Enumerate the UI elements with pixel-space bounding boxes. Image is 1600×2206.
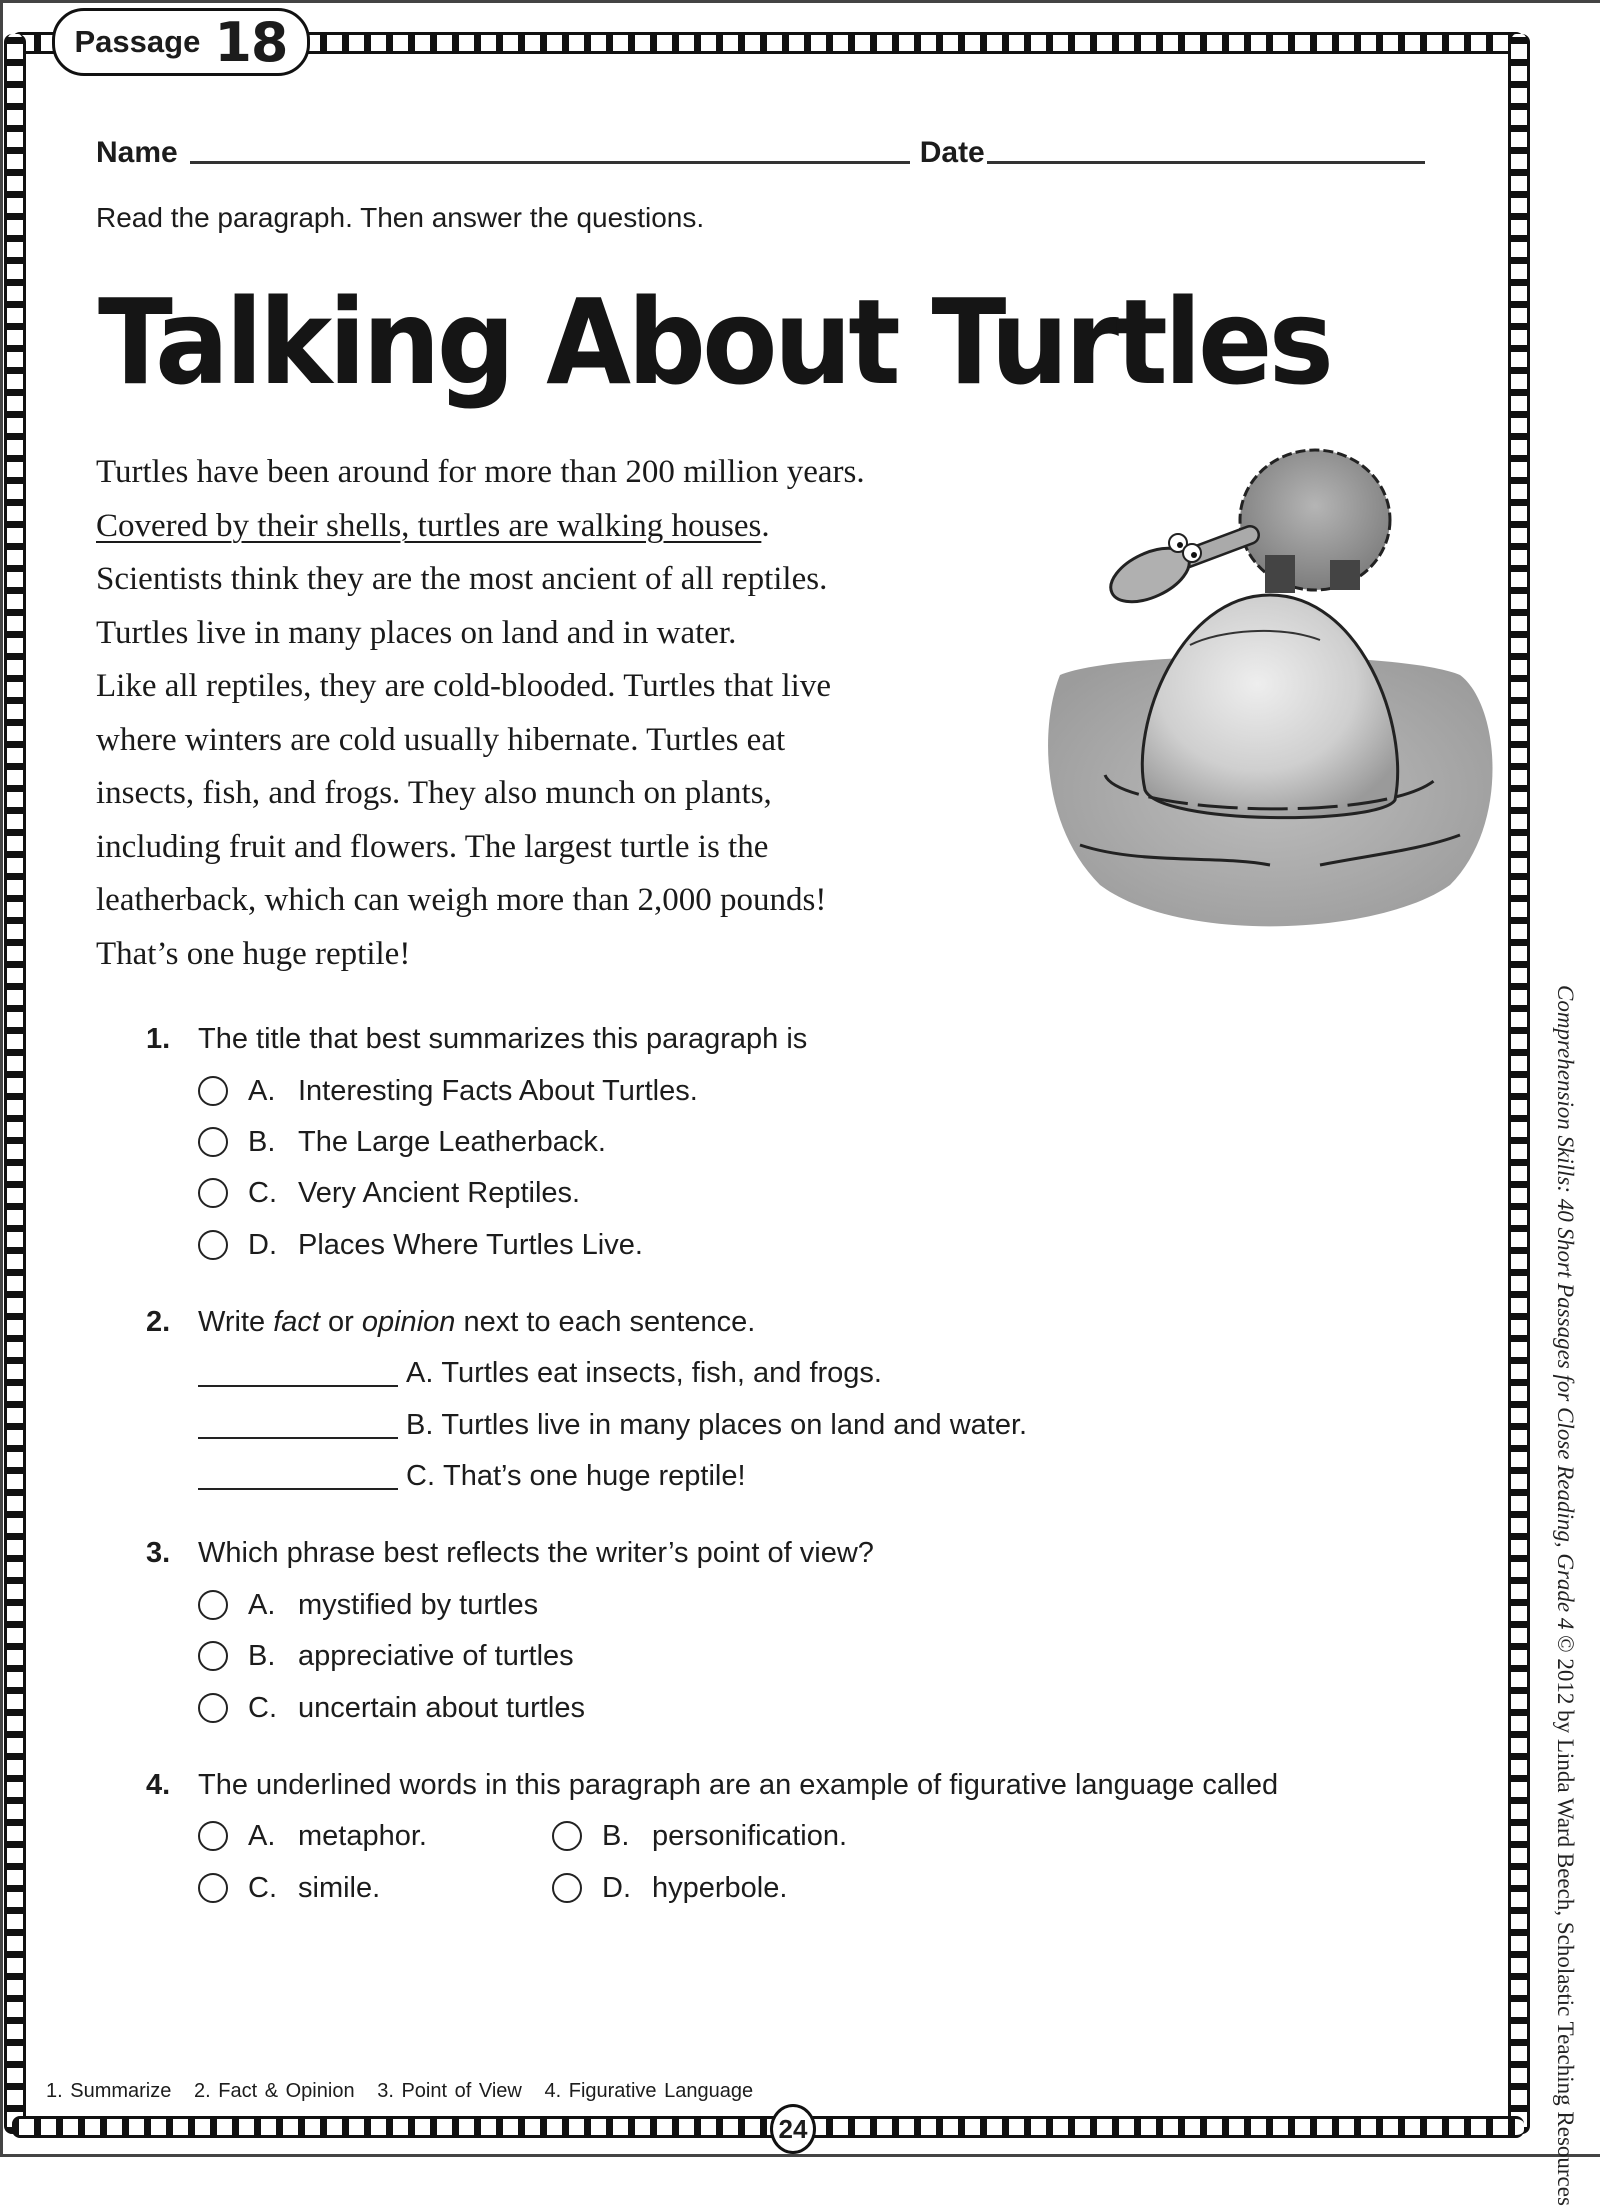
q4-option-b[interactable]: B. personification. [552,1819,847,1853]
border-bottom [12,2116,1524,2138]
radio-button[interactable] [198,1693,228,1723]
radio-button[interactable] [198,1178,228,1208]
radio-button[interactable] [198,1641,228,1671]
radio-button[interactable] [198,1590,228,1620]
date-label: Date [919,136,985,169]
radio-button[interactable] [198,1230,228,1260]
turtle-illustration [1020,425,1510,935]
q1-option-d[interactable]: D. Places Where Turtles Live. [198,1228,643,1262]
question-prompt: Which phrase best reflects the writer’s point of view? [198,1537,874,1569]
radio-button[interactable] [198,1873,228,1903]
q2-item-c: C. That’s one huge reptile! [198,1459,746,1493]
q3-option-b[interactable]: B. appreciative of turtles [198,1639,574,1673]
passage-number: 18 [214,10,288,74]
radio-button[interactable] [198,1076,228,1106]
q3-option-c[interactable]: C. uncertain about turtles [198,1691,585,1725]
side-credit: Comprehension Skills: 40 Short Passages for Close Reading, Grade 4 © 2012 by Linda Ward Beech, Scholastic Teaching Resources [1553,985,1578,2206]
q4-option-a[interactable]: A. metaphor. [198,1819,427,1853]
paragraph-line: leatherback, which can weigh more than 2,000 pounds! [96,882,827,918]
paragraph-line-underlined: Covered by their shells, turtles are walking houses. [96,507,770,544]
question-number: 1. [146,1023,171,1055]
q1-option-c[interactable]: C. Very Ancient Reptiles. [198,1176,580,1210]
name-field[interactable] [190,161,910,164]
q2-item-b: B. Turtles live in many places on land and water. [198,1408,1027,1442]
q2-item-a: A. Turtles eat insects, fish, and frogs. [198,1356,882,1390]
q1-option-b[interactable]: B. The Large Leatherback. [198,1125,606,1159]
radio-button[interactable] [552,1821,582,1851]
paragraph-line: where winters are cold usually hibernate. Turtles eat [96,721,786,758]
page-edge-left [0,0,3,2157]
question-4 [146,1768,1278,1802]
question-prompt: The underlined words in this paragraph are an example of figurative language called [198,1769,1279,1801]
paragraph-line: Scientists think they are the most ancient of all reptiles. [96,561,828,597]
question-number: 4. [146,1769,171,1801]
paragraph-line: Turtles live in many places on land and in water. [96,614,737,651]
border-left [4,34,26,2134]
passage-badge [52,8,310,76]
q1-option-a[interactable]: A. Interesting Facts About Turtles. [198,1074,698,1108]
radio-button[interactable] [198,1821,228,1851]
question-prompt: The title that best summarizes this paragraph is [198,1023,808,1055]
radio-button[interactable] [198,1127,228,1157]
skills-footer: 1. Summarize 2. Fact & Opinion 3. Point of View 4. Figurative Language [46,2080,754,2102]
underlined-phrase: Covered by their shells, turtles are walking houses [96,507,762,544]
q3-option-a[interactable]: A. mystified by turtles [198,1588,538,1622]
paragraph-line: Like all reptiles, they are cold-blooded. Turtles that live [96,668,831,704]
answer-blank[interactable] [198,1411,398,1439]
passage-title: Talking About Turtles [98,273,1331,411]
name-date-row [96,128,1440,168]
paragraph-line: Turtles have been around for more than 200 million years. [96,454,865,490]
question-2: 2. Write fact or opinion next to each sentence. [146,1306,756,1338]
question-1 [146,1022,807,1056]
paragraph-line: insects, fish, and frogs. They also munch on plants, [96,775,772,811]
question-number: 3. [146,1537,171,1569]
answer-blank[interactable] [198,1462,398,1490]
answer-blank[interactable] [198,1359,398,1387]
paragraph-line: including fruit and flowers. The largest turtle is the [96,828,769,865]
instructions: Read the paragraph. Then answer the questions. [96,202,705,233]
date-field[interactable] [987,161,1425,164]
question-3 [146,1536,874,1570]
question-number: 2. [146,1306,171,1338]
radio-button[interactable] [552,1873,582,1903]
name-label: Name [96,136,178,169]
page-number: 24 [770,2104,816,2154]
page-edge-top [0,0,1600,3]
paragraph-line: That’s one huge reptile! [96,935,411,972]
passage-label: Passage [74,24,201,59]
q4-option-d[interactable]: D. hyperbole. [552,1871,787,1905]
border-right [1508,34,1530,2134]
q4-option-c[interactable]: C. simile. [198,1871,380,1905]
passage-paragraph [96,446,996,981]
